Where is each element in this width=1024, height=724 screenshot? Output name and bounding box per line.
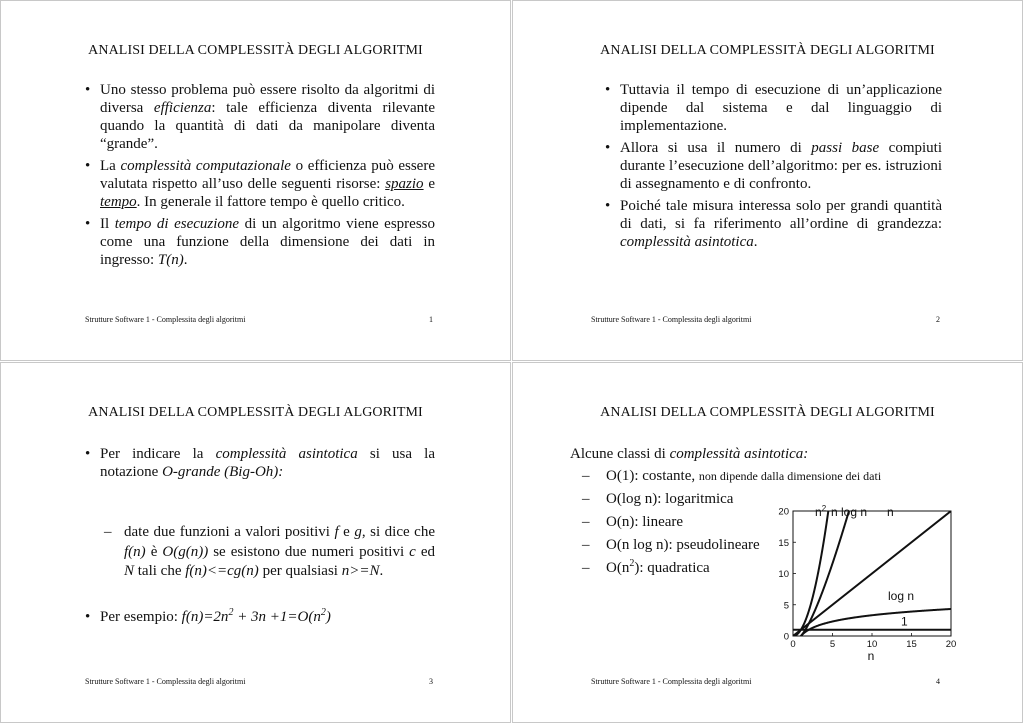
emphasis: complessità asintotica: (669, 446, 809, 462)
text: Il (100, 216, 115, 232)
text: di un algoritmo viene espresso come una funzione della dimensione dei dati in ingresso: (100, 216, 435, 268)
text: se esistono due numeri positivi (208, 543, 410, 560)
series-line-n2 (793, 505, 829, 636)
series-label: 1 (901, 614, 908, 629)
text: . (183, 252, 188, 268)
emphasis: complessità computazionale (120, 158, 291, 174)
text: Per esempio: (100, 608, 182, 625)
text: O(n log n): pseudolineare (606, 537, 760, 553)
emphasis: n>=N (341, 563, 380, 579)
emphasis: g (354, 524, 362, 540)
emphasis: O-grande (Big-Oh): (162, 464, 284, 480)
page-number: 4 (936, 677, 940, 686)
text: O(n (606, 560, 630, 576)
emphasis: f(n)=2n (181, 608, 229, 625)
emphasis: complessità asintotica (620, 234, 754, 250)
slide-1 (0, 0, 511, 361)
x-tick-label: 10 (866, 639, 878, 650)
y-tick-label: 10 (778, 569, 789, 580)
emphasis: passi base (811, 140, 880, 156)
superscript: 2 (320, 606, 326, 618)
text: Allora si usa il numero di (620, 140, 812, 156)
slide-footer: Strutture Software 1 - Complessita degli algoritmi (591, 677, 752, 686)
text: O(log n): logaritmica (606, 491, 734, 507)
slide-body (85, 445, 435, 630)
bullet-item (85, 608, 435, 626)
bullet-item (85, 445, 435, 481)
emphasis: f(n)<=cg(n) (185, 563, 259, 579)
bullet-item (605, 197, 942, 251)
definition-item (104, 523, 435, 582)
x-tick-label: 0 (790, 639, 796, 650)
y-tick-label: 0 (783, 631, 789, 643)
slide-4 (512, 362, 1023, 723)
text: : tale efficienza diventa rilevante quando la quantità di dati da manipolare diventa “grande”. (100, 100, 435, 152)
text: Per indicare la (100, 446, 216, 462)
series-line-n (793, 511, 951, 636)
x-tick-label: 5 (829, 639, 836, 650)
series-label: log n (888, 588, 915, 603)
bullet-item (605, 139, 942, 193)
emphasis: + 3n +1=O(n (233, 608, 321, 625)
series-label: n log n (831, 505, 868, 519)
text: . In generale il fattore tempo è quello critico. (136, 194, 405, 210)
slide-body (605, 81, 942, 255)
emphasis: f (334, 524, 339, 540)
slide-footer: Strutture Software 1 - Complessita degli algoritmi (85, 315, 246, 324)
text: O(1): costante, (606, 468, 699, 484)
lead-text (570, 445, 810, 463)
page-number: 3 (429, 677, 433, 686)
complexity-chart (765, 501, 965, 666)
text: ): quadratica (634, 560, 710, 576)
bullet-item (85, 157, 435, 211)
slide-title: ANALISI DELLA COMPLESSITÀ DEGLI ALGORITMI (600, 43, 935, 58)
emphasis: f(n) (124, 543, 146, 560)
series-label: $n^2$ (815, 504, 827, 519)
text: è (145, 543, 163, 560)
emphasis: O(g(n)) (162, 543, 209, 560)
text: ed (415, 543, 435, 560)
text: Alcune classi di (570, 446, 670, 462)
text: date due funzioni a valori positivi (124, 524, 335, 540)
emphasis: spazio (385, 176, 424, 192)
y-tick-label: 5 (783, 600, 789, 612)
slide-title: ANALISI DELLA COMPLESSITÀ DEGLI ALGORITMI (88, 405, 423, 420)
text: . (379, 563, 384, 579)
text: o efficienza può essere valutata rispetto all’uso delle seguenti risorse: (100, 158, 435, 192)
text: Poiché tale misura interessa solo per grandi quantità di dati, si fa riferimento all’ordine di grandezza: (620, 198, 942, 232)
superscript: 2 (629, 558, 635, 569)
emphasis: tempo (100, 194, 137, 210)
slide-3 (0, 362, 511, 723)
emphasis: complessità asintotica (215, 446, 358, 462)
text: , si dice che (361, 524, 435, 540)
emphasis: c (409, 543, 416, 560)
text: e (423, 176, 435, 192)
x-axis-label: n (867, 649, 875, 663)
slide-footer: Strutture Software 1 - Complessita degli algoritmi (591, 315, 752, 324)
slide-body (85, 81, 435, 273)
text: tali che (134, 563, 186, 579)
text: La (100, 158, 121, 174)
text: si usa la notazione (100, 446, 435, 480)
text: . (753, 234, 758, 250)
emphasis: T(n) (157, 252, 184, 268)
emphasis: ) (325, 608, 331, 625)
text: Uno stesso problema può essere risolto da algoritmi di diversa (100, 82, 435, 116)
text: O(n): lineare (606, 514, 684, 530)
slide-title: ANALISI DELLA COMPLESSITÀ DEGLI ALGORITMI (600, 405, 935, 420)
page-number: 1 (429, 315, 433, 324)
text: Tuttavia il tempo di esecuzione di un’applicazione dipende dal sistema e dal linguaggio di implementazione. (620, 82, 942, 134)
bullet-item (85, 215, 435, 269)
page-number: 2 (936, 315, 940, 324)
text-small: non dipende dalla dimensione dei dati (698, 469, 882, 483)
emphasis: efficienza (153, 100, 212, 116)
bullet-item (605, 81, 942, 135)
superscript: 2 (228, 606, 234, 618)
emphasis: N (124, 563, 135, 579)
emphasis: tempo di esecuzione (114, 216, 240, 232)
slide-title: ANALISI DELLA COMPLESSITÀ DEGLI ALGORITMI (88, 43, 423, 58)
x-tick-label: 20 (945, 639, 957, 650)
series-label: n (887, 505, 894, 519)
y-tick-label: 15 (778, 537, 789, 549)
text: compiuti durante l’esecuzione dell’algoritmo: per es. istruzioni di assegnamento e di confronto. (620, 140, 942, 192)
text: e (338, 524, 355, 540)
complexity-class-item (582, 467, 882, 485)
x-tick-label: 15 (906, 639, 917, 650)
slide-footer: Strutture Software 1 - Complessita degli algoritmi (85, 677, 246, 686)
text: per qualsiasi (258, 563, 342, 579)
slide-2 (512, 0, 1023, 361)
bullet-item (85, 81, 435, 153)
y-tick-label: 20 (778, 506, 789, 518)
